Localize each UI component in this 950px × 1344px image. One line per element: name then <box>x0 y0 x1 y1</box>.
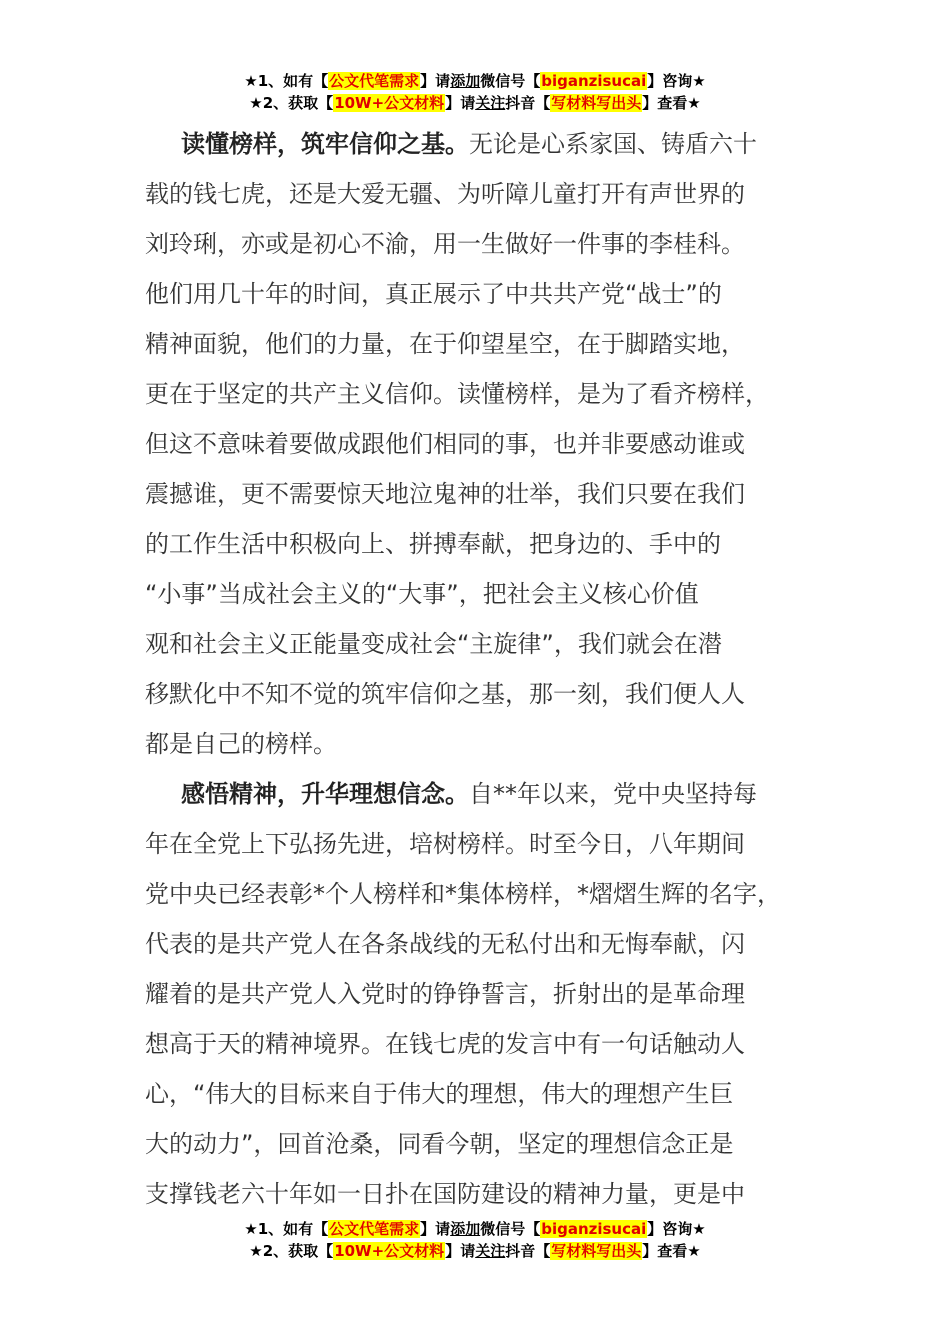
douyin-account: 写材料写出头 <box>551 94 642 112</box>
text-line: 刘玲琍，亦或是初心不渝，用一生做好一件事的李桂科。 <box>145 230 745 258</box>
underlined-text: 添加 <box>450 72 481 90</box>
wechat-id: biganzisucai <box>541 1220 647 1238</box>
paragraph-lead: 感悟精神，升华理想信念。 <box>181 780 469 808</box>
text-line: 都是自己的榜样。 <box>145 730 337 758</box>
banner-line-1 <box>0 1218 950 1240</box>
document-body <box>145 119 815 1219</box>
banner-text: 抖音【 <box>505 94 551 112</box>
text-line: 他们用几十年的时间，真正展示了中共共产党“战士”的 <box>145 280 722 308</box>
text-line: 年在全党上下弘扬先进，培树榜样。时至今日，八年期间 <box>145 830 745 858</box>
underlined-text: 关注 <box>475 94 506 112</box>
paragraph-lead: 读懂榜样，筑牢信仰之基。 <box>181 130 469 158</box>
highlight-text: 10W+公文材料 <box>334 94 445 112</box>
text-line: 代表的是共产党人在各条战线的无私付出和无悔奉献，闪 <box>145 930 745 958</box>
text-line: 想高于天的精神境界。在钱七虎的发言中有一句话触动人 <box>145 1030 745 1058</box>
text-line: 但这不意味着要做成跟他们相同的事，也并非要感动谁或 <box>145 430 745 458</box>
banner-line-1 <box>0 70 950 92</box>
banner-text: 】请 <box>445 94 476 112</box>
banner-text: 微信号【 <box>480 72 541 90</box>
highlight-text: 公文代笔需求 <box>329 1220 420 1238</box>
highlight-text: 公文代笔需求 <box>329 72 420 90</box>
banner-text: 】咨询★ <box>647 72 706 90</box>
text-line: 心，“伟大的目标来自于伟大的理想，伟大的理想产生巨 <box>145 1080 734 1108</box>
footer-banner <box>0 1218 950 1262</box>
banner-text: 】请 <box>445 1242 476 1260</box>
text-line: 观和社会主义正能量变成社会“主旋律”，我们就会在潜 <box>145 630 722 658</box>
text-line: 支撑钱老六十年如一日扑在国防建设的精神力量，更是中 <box>145 1180 745 1208</box>
text-line: 大的动力”，回首沧桑，同看今朝，坚定的理想信念正是 <box>145 1130 734 1158</box>
paragraph-1 <box>145 119 815 769</box>
text-line: “小事”当成社会主义的“大事”，把社会主义核心价值 <box>145 580 699 608</box>
banner-text: 】请 <box>420 72 451 90</box>
banner-text: 】请 <box>420 1220 451 1238</box>
banner-line-2 <box>0 92 950 114</box>
text-line: 读懂榜样，筑牢信仰之基。无论是心系家国、铸盾六十 <box>181 130 757 158</box>
header-banner <box>0 70 950 114</box>
banner-text: ★2、获取【 <box>249 94 334 112</box>
banner-text: 】咨询★ <box>647 1220 706 1238</box>
paragraph-2 <box>145 769 815 1219</box>
text-line: 载的钱七虎，还是大爱无疆、为听障儿童打开有声世界的 <box>145 180 745 208</box>
text-line: 党中央已经表彰*个人榜样和*集体榜样，*熠熠生辉的名字， <box>145 880 781 908</box>
text-line: 震撼谁，更不需要惊天地泣鬼神的壮举，我们只要在我们 <box>145 480 745 508</box>
banner-text: ★1、如有【 <box>244 1220 329 1238</box>
text-line: 的工作生活中积极向上、拼搏奉献，把身边的、手中的 <box>145 530 721 558</box>
banner-text: 微信号【 <box>480 1220 541 1238</box>
banner-text: ★1、如有【 <box>244 72 329 90</box>
text-line: 精神面貌，他们的力量，在于仰望星空，在于脚踏实地， <box>145 330 745 358</box>
banner-text: ★2、获取【 <box>249 1242 334 1260</box>
text-line: 耀着的是共产党人入党时的铮铮誓言，折射出的是革命理 <box>145 980 745 1008</box>
wechat-id: biganzisucai <box>541 72 647 90</box>
banner-text: 抖音【 <box>505 1242 551 1260</box>
banner-text: 】查看★ <box>642 1242 701 1260</box>
banner-text: 】查看★ <box>642 94 701 112</box>
text-line: 移默化中不知不觉的筑牢信仰之基，那一刻，我们便人人 <box>145 680 745 708</box>
banner-line-2 <box>0 1240 950 1262</box>
underlined-text: 关注 <box>475 1242 506 1260</box>
underlined-text: 添加 <box>450 1220 481 1238</box>
text-line: 感悟精神，升华理想信念。自**年以来，党中央坚持每 <box>181 780 757 808</box>
highlight-text: 10W+公文材料 <box>334 1242 445 1260</box>
douyin-account: 写材料写出头 <box>551 1242 642 1260</box>
text-line: 更在于坚定的共产主义信仰。读懂榜样，是为了看齐榜样， <box>145 380 769 408</box>
